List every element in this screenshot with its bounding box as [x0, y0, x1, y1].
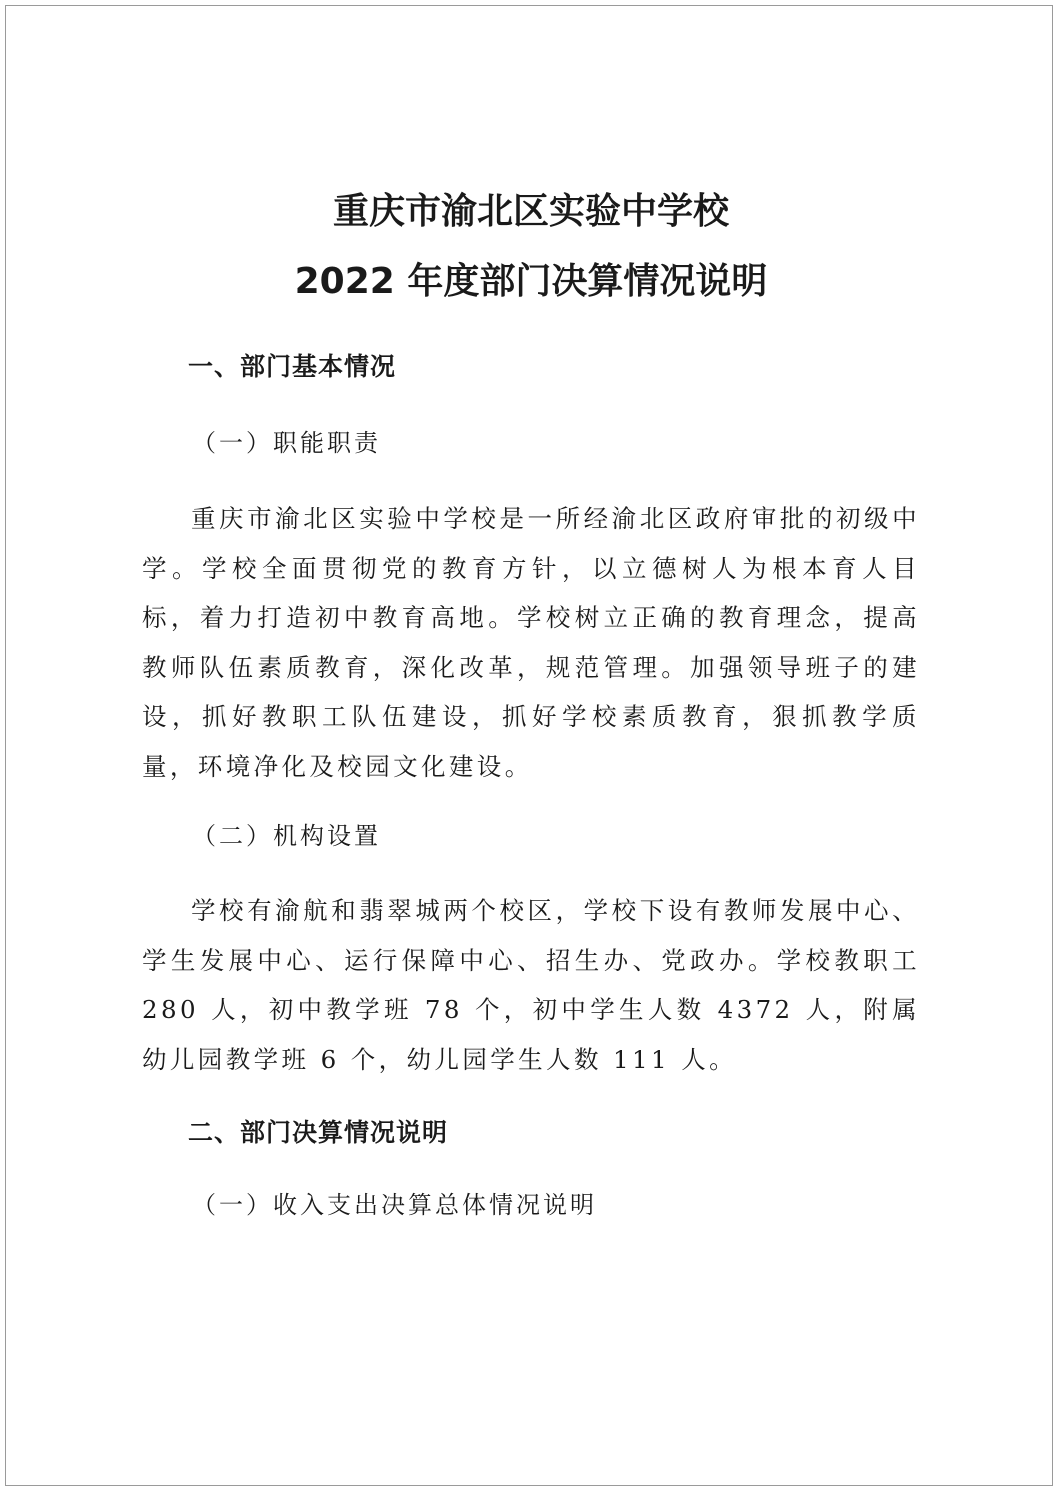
subsection-heading-income-expenditure: （一）收入支出决算总体情况说明 [192, 1191, 597, 1219]
paragraph-functions: 重庆市渝北区实验中学校是一所经渝北区政府审批的初级中学。学校全面贯彻党的教育方针，以立德树人为根本育人目标，着力打造初中教育高地。学校树立正确的教育理念，提高教师队伍素质教育，深化改革，规范管理。加强领导班子的建设，抓好教职工队伍建设，抓好学校素质教育，狠抓教学质量，环境净化及校园文化建设。 [142, 504, 920, 781]
document-title-line-1: 重庆市渝北区实验中学校 [332, 191, 729, 232]
document-title-line-2: 2022 年度部门决算情况说明 [294, 261, 768, 302]
subsection-heading-organization: （二）机构设置 [192, 822, 381, 850]
document-body [142, 190, 920, 1219]
paragraph-organization: 学校有渝航和翡翠城两个校区，学校下设有教师发展中心、学生发展中心、运行保障中心、招生办、党政办。学校教职工 280 人，初中教学班 78 个，初中学生人数 4372 人，附属幼儿园教学班 6 个，幼儿园学生人数 111 人。 [142, 896, 920, 1074]
subsection-heading-functions: （一）职能职责 [192, 429, 381, 457]
section-heading-basic-info: 一、部门基本情况 [188, 352, 397, 381]
section-heading-final-accounts: 二、部门决算情况说明 [188, 1118, 449, 1147]
